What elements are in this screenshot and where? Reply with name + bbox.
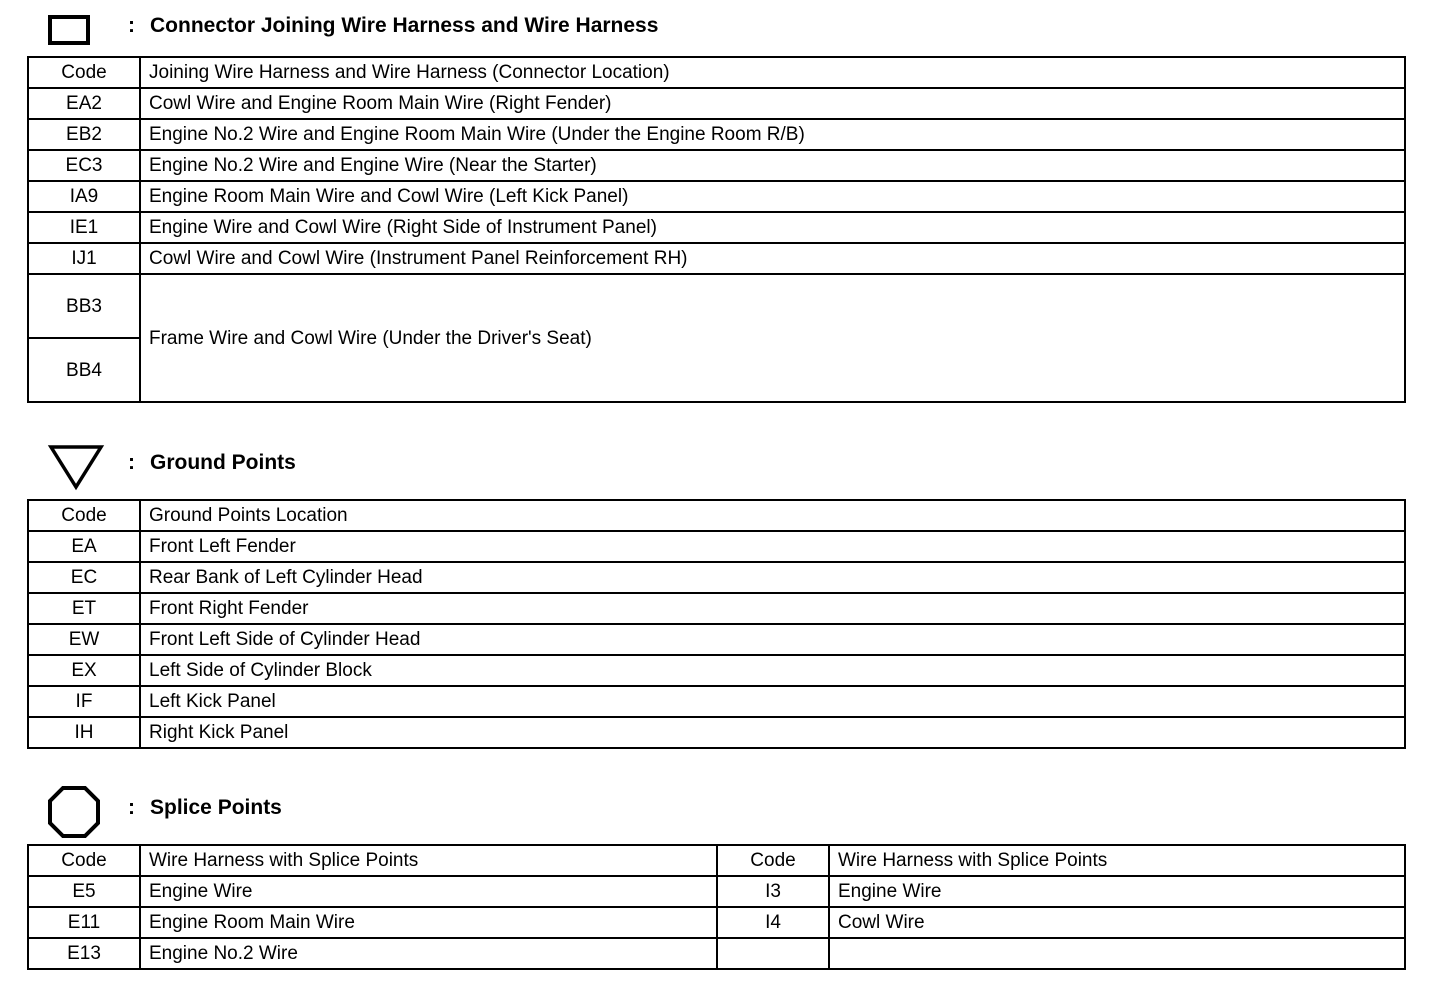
splice-section-heading: : Splice Points [46, 784, 646, 838]
triangle-down-icon [46, 442, 106, 492]
table-header-row [28, 500, 1405, 531]
ground-table [27, 499, 1406, 749]
connector-table [27, 56, 1406, 403]
code-cell: EC [28, 562, 140, 593]
table-row [28, 938, 1405, 969]
code-cell: BB3 [28, 274, 140, 338]
code-cell: I3 [717, 876, 829, 907]
code-cell: IF [28, 686, 140, 717]
description-cell: Front Left Side of Cylinder Head [140, 624, 1405, 655]
description-cell: Front Left Fender [140, 531, 1405, 562]
table-row [28, 150, 1405, 181]
code-cell: IE1 [28, 212, 140, 243]
code-cell: E13 [28, 938, 140, 969]
table-row [28, 531, 1405, 562]
code-cell: E5 [28, 876, 140, 907]
table-row [28, 88, 1405, 119]
code-cell: ET [28, 593, 140, 624]
description-cell: Frame Wire and Cowl Wire (Under the Driver's Seat) [140, 274, 1405, 402]
description-header: Wire Harness with Splice Points [829, 845, 1405, 876]
code-cell: EB2 [28, 119, 140, 150]
description-cell: Left Kick Panel [140, 686, 1405, 717]
table-row [28, 119, 1405, 150]
splice-table [27, 844, 1406, 970]
description-cell: Engine Room Main Wire [140, 907, 717, 938]
table-header-row [28, 845, 1405, 876]
code-cell: EA2 [28, 88, 140, 119]
ground-heading: Ground Points [150, 451, 296, 474]
description-cell: Engine No.2 Wire and Engine Wire (Near the Starter) [140, 150, 1405, 181]
table-row [28, 876, 1405, 907]
description-cell: Engine No.2 Wire and Engine Room Main Wire (Under the Engine Room R/B) [140, 119, 1405, 150]
code-cell: EA [28, 531, 140, 562]
code-cell: E11 [28, 907, 140, 938]
table-row [28, 181, 1405, 212]
code-cell: BB4 [28, 338, 140, 402]
table-row [28, 562, 1405, 593]
code-cell: IA9 [28, 181, 140, 212]
description-header: Wire Harness with Splice Points [140, 845, 717, 876]
description-cell: Cowl Wire and Engine Room Main Wire (Right Fender) [140, 88, 1405, 119]
square-icon [46, 8, 94, 48]
code-header: Code [28, 57, 140, 88]
table-row [28, 212, 1405, 243]
connector-heading: Connector Joining Wire Harness and Wire Harness [150, 14, 659, 37]
table-row [28, 686, 1405, 717]
splice-heading: Splice Points [150, 796, 282, 819]
table-row [28, 243, 1405, 274]
code-cell: EW [28, 624, 140, 655]
description-cell: Left Side of Cylinder Block [140, 655, 1405, 686]
description-cell: Engine No.2 Wire [140, 938, 717, 969]
connector-section-heading: : Connector Joining Wire Harness and Wire Harness [46, 8, 946, 52]
code-cell [717, 938, 829, 969]
description-cell: Right Kick Panel [140, 717, 1405, 748]
code-header: Code [717, 845, 829, 876]
description-header: Ground Points Location [140, 500, 1405, 531]
code-cell: EC3 [28, 150, 140, 181]
description-cell [829, 938, 1405, 969]
description-cell: Engine Wire [140, 876, 717, 907]
code-cell: IJ1 [28, 243, 140, 274]
description-cell: Cowl Wire and Cowl Wire (Instrument Panel Reinforcement RH) [140, 243, 1405, 274]
table-row [28, 907, 1405, 938]
description-cell: Engine Wire [829, 876, 1405, 907]
description-cell: Engine Wire and Cowl Wire (Right Side of Instrument Panel) [140, 212, 1405, 243]
table-row [28, 274, 1405, 338]
description-cell: Engine Room Main Wire and Cowl Wire (Left Kick Panel) [140, 181, 1405, 212]
table-row [28, 655, 1405, 686]
code-header: Code [28, 845, 140, 876]
code-cell: I4 [717, 907, 829, 938]
description-header: Joining Wire Harness and Wire Harness (Connector Location) [140, 57, 1405, 88]
code-cell: IH [28, 717, 140, 748]
description-cell: Cowl Wire [829, 907, 1405, 938]
octagon-icon [46, 784, 102, 840]
code-cell: EX [28, 655, 140, 686]
description-cell: Front Right Fender [140, 593, 1405, 624]
table-row [28, 717, 1405, 748]
table-row [28, 593, 1405, 624]
code-header: Code [28, 500, 140, 531]
description-cell: Rear Bank of Left Cylinder Head [140, 562, 1405, 593]
table-header-row [28, 57, 1405, 88]
table-row [28, 624, 1405, 655]
ground-section-heading: : Ground Points [46, 442, 646, 492]
